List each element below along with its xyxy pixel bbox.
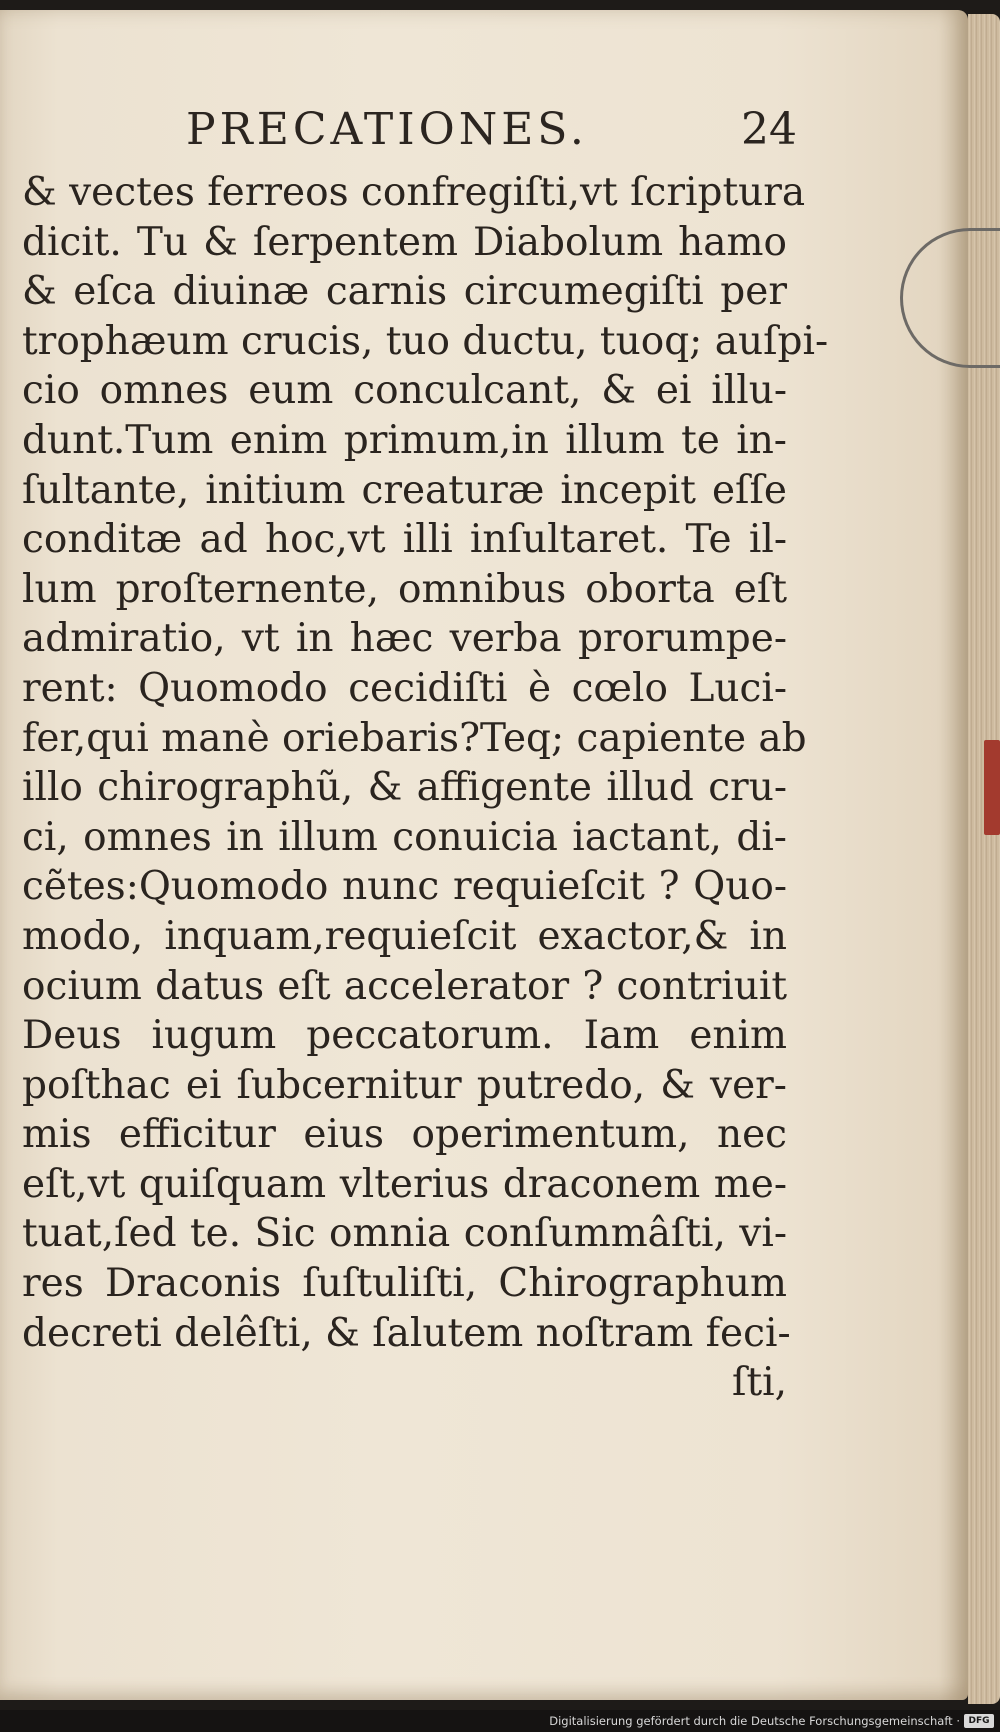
text-line: decreti delêſti, & ſalutem noſtram feci- (22, 1310, 791, 1356)
bookmark-ribbon (984, 740, 1000, 835)
text-line: Deus iugum peccatorum. Iam enim (22, 1013, 787, 1059)
page-number: 24 (741, 104, 797, 155)
text-line: modo, inquam,requieſcit exactor,& in (22, 913, 787, 959)
text-line: rent: Quomodo cecidiſti è cœlo Luci- (22, 665, 787, 711)
text-line: conditæ ad hoc,vt illi inſultaret. Te il- (22, 517, 787, 563)
text-line: eſt,vt quiſquam vlterius draconem me- (22, 1161, 787, 1207)
funding-credit: Digitalisierung gefördert durch die Deutsche Forschungsgemeinschaft · (549, 1714, 960, 1728)
text-line: mis efficitur eius operimentum, nec (22, 1112, 787, 1158)
text-line: ocium datus eſt accelerator ? contriuit (22, 963, 787, 1009)
text-line: ci, omnes in illum conuicia iactant, di- (22, 814, 787, 860)
text-line: fer,qui manè oriebaris?Teq; capiente ab (22, 715, 807, 761)
text-line: cio omnes eum conculcant, & ei illu- (22, 368, 787, 414)
text-line: res Draconis ſuſtuliſti, Chirographum (22, 1261, 787, 1307)
text-line: & vectes ferreos confregiſti,vt ſcriptura (22, 170, 806, 215)
text-line: admiratio, vt in hæc verba prorumpe- (22, 616, 787, 662)
text-line: dunt.Tum enim primum,in illum te in- (22, 417, 787, 463)
page-header (186, 105, 906, 155)
text-line: lum proſternente, omnibus oborta eſt (22, 566, 787, 612)
text-line: & eſca diuinæ carnis circumegiſti per (22, 269, 787, 315)
text-line: cẽtes:Quomodo nunc requieſcit ? Quo- (22, 864, 787, 910)
text-line: ſultante, initium creaturæ incepit eſſe (22, 467, 787, 513)
text-line: trophæum crucis, tuo ductu, tuoq; auſpi- (22, 318, 829, 364)
body-text (22, 168, 829, 1408)
text-line: poſthac ei ſubcernitur putredo, & ver- (22, 1062, 787, 1108)
text-line: illo chirographũ, & affigente illud cru- (22, 765, 787, 811)
running-head: PRECATIONES. (186, 104, 588, 155)
text-line: tuat,ſed te. Sic omnia conſummâſti, vi- (22, 1211, 787, 1257)
text-line: dicit. Tu & ſerpentem Diabolum hamo (22, 219, 787, 265)
catchword-line: ſti, (732, 1360, 787, 1406)
dfg-logo: DFG (964, 1714, 994, 1728)
